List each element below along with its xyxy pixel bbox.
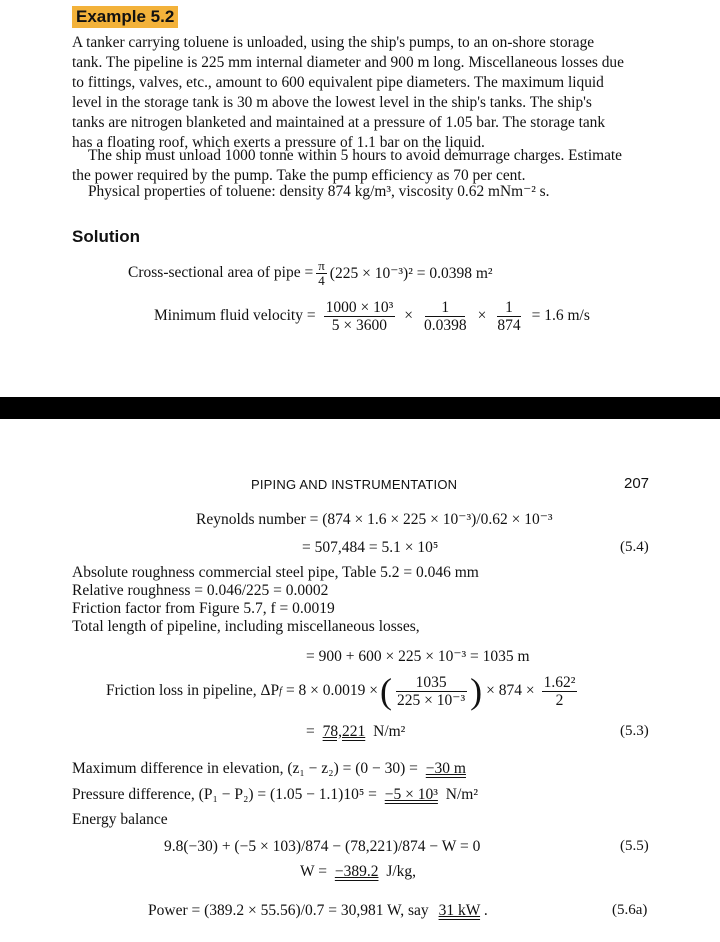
w-line — [300, 863, 416, 881]
area-expression: (225 × 10⁻³)² = 0.0398 m² — [329, 264, 493, 282]
velocity-result: = 1.6 m/s — [531, 307, 590, 324]
friction-mid: = 8 × 0.0019 × — [285, 682, 379, 699]
problem-paragraph-1 — [72, 33, 662, 153]
text-line: tank. The pipeline is 225 mm internal diameter and 900 m long. Miscellaneous losses due — [72, 54, 624, 71]
area-equation — [128, 256, 493, 290]
problem-paragraph-2 — [72, 146, 662, 186]
text-line: Absolute roughness commercial steel pipe, Table 5.2 = 0.046 mm — [72, 564, 479, 581]
text-line: Relative roughness = 0.046/225 = 0.0002 — [72, 582, 329, 599]
friction-result-value: 78,221 — [322, 723, 366, 740]
w-label: W = — [300, 863, 327, 880]
fraction-denominator: 0.0398 — [423, 316, 467, 334]
elevation-value: −30 m — [425, 760, 466, 777]
text-line: tanks are nitrogen blanketed and maintained at a pressure of 1.05 bar. The storage tank — [72, 114, 606, 131]
text-line: has a floating roof, which exerts a pressure of 1.1 bar on the liquid. — [72, 134, 485, 151]
power-value: 31 kW — [438, 902, 481, 919]
left-paren-icon: ( — [380, 671, 393, 711]
solution-title: Solution — [72, 227, 140, 246]
velocity-equation — [154, 294, 590, 338]
power-end: . — [483, 902, 488, 919]
fraction-denominator: 2 — [555, 691, 564, 709]
w-value: −389.2 — [334, 863, 379, 880]
w-unit: J/kg, — [386, 863, 417, 880]
friction-subscript: f — [279, 685, 282, 697]
power-line — [148, 902, 488, 920]
text-line: level in the storage tank is 30 m above the lowest level in the ship's tanks. The ship's — [72, 94, 592, 111]
fraction-numerator: 1035 — [396, 674, 467, 692]
right-paren-icon: ) — [470, 671, 483, 711]
friction-result-unit: N/m² — [373, 723, 406, 740]
energy-equation: 9.8(−30) + (−5 × 103)/874 − (78,221)/874 − W = 0 — [164, 838, 481, 855]
running-head: PIPING AND INSTRUMENTATION — [251, 477, 458, 492]
equation-number-5-4: (5.4) — [620, 539, 649, 555]
pi-symbol: π — [318, 257, 325, 273]
area-label: Cross-sectional area of pipe = — [128, 264, 314, 281]
pi-over-four — [316, 259, 327, 288]
pressure-unit: N/m² — [445, 786, 478, 803]
equation-number-5-5: (5.5) — [620, 838, 649, 854]
friction-equation — [106, 668, 580, 714]
equation-number-5-6a: (5.6a) — [612, 902, 648, 918]
friction-label: Friction loss in pipeline, ΔP — [106, 682, 280, 699]
velocity-fraction-3 — [495, 299, 522, 334]
text-line: to fittings, valves, etc., amount to 600 equivalent pipe diameters. The maximum liquid — [72, 74, 604, 91]
text-line: The ship must unload 1000 tonne within 5 hours to avoid demurrage charges. Estimate — [88, 147, 623, 164]
friction-fraction-1 — [395, 674, 467, 709]
equals-sign: = — [306, 723, 315, 740]
page-number: 207 — [624, 475, 650, 492]
friction-fraction-2 — [542, 674, 578, 709]
friction-result — [306, 723, 405, 741]
fraction-denominator: 5 × 3600 — [331, 316, 388, 334]
roughness-block — [72, 564, 572, 638]
reynolds-line-2: = 507,484 = 5.1 × 10⁵ — [302, 539, 439, 556]
velocity-fraction-2 — [422, 299, 469, 334]
example-title: Example 5.2 — [72, 6, 178, 28]
fraction-numerator: 1 — [497, 299, 521, 317]
power-label: Power = (389.2 × 55.56)/0.7 = 30,981 W, say — [148, 902, 429, 919]
reynolds-line-1: Reynolds number = (874 × 1.6 × 225 × 10⁻³)/0.62 × 10⁻³ — [196, 511, 553, 528]
friction-after: × 874 × — [486, 682, 535, 699]
times-sign: × — [477, 307, 487, 324]
fraction-denominator: 225 × 10⁻³ — [397, 691, 466, 709]
fraction-numerator: 1000 × 10³ — [325, 298, 394, 316]
elevation-line — [72, 760, 466, 778]
times-sign: × — [404, 307, 413, 324]
pressure-label: Pressure difference, (P₁ − P₂) = (1.05 − 1.1)10⁵ = — [72, 786, 377, 803]
page-break-band — [0, 397, 720, 419]
text-line: A tanker carrying toluene is unloaded, using the ship's pumps, to an on-shore storage — [72, 34, 595, 51]
total-length-line: = 900 + 600 × 225 × 10⁻³ = 1035 m — [306, 648, 530, 665]
physical-properties: Physical properties of toluene: density 874 kg/m³, viscosity 0.62 mNm⁻² s. — [88, 183, 550, 200]
fraction-numerator: 1.62² — [543, 673, 576, 691]
equation-number-5-3: (5.3) — [620, 723, 649, 739]
text-line: Friction factor from Figure 5.7, f = 0.0019 — [72, 600, 335, 617]
text-line: Total length of pipeline, including miscellaneous losses, — [72, 618, 420, 635]
fraction-numerator: 1 — [425, 299, 465, 317]
fraction-denominator: 874 — [497, 316, 521, 334]
text-line: the power required by the pump. Take the pump efficiency as 70 per cent. — [72, 167, 526, 184]
velocity-fraction-1 — [324, 299, 396, 334]
elevation-label: Maximum difference in elevation, (z₁ − z₂) = (0 − 30) = — [72, 760, 418, 777]
pressure-line — [72, 786, 478, 804]
energy-balance-heading: Energy balance — [72, 811, 168, 828]
pressure-value: −5 × 10³ — [384, 786, 438, 803]
velocity-label: Minimum fluid velocity = — [154, 307, 316, 324]
four: 4 — [318, 272, 325, 288]
